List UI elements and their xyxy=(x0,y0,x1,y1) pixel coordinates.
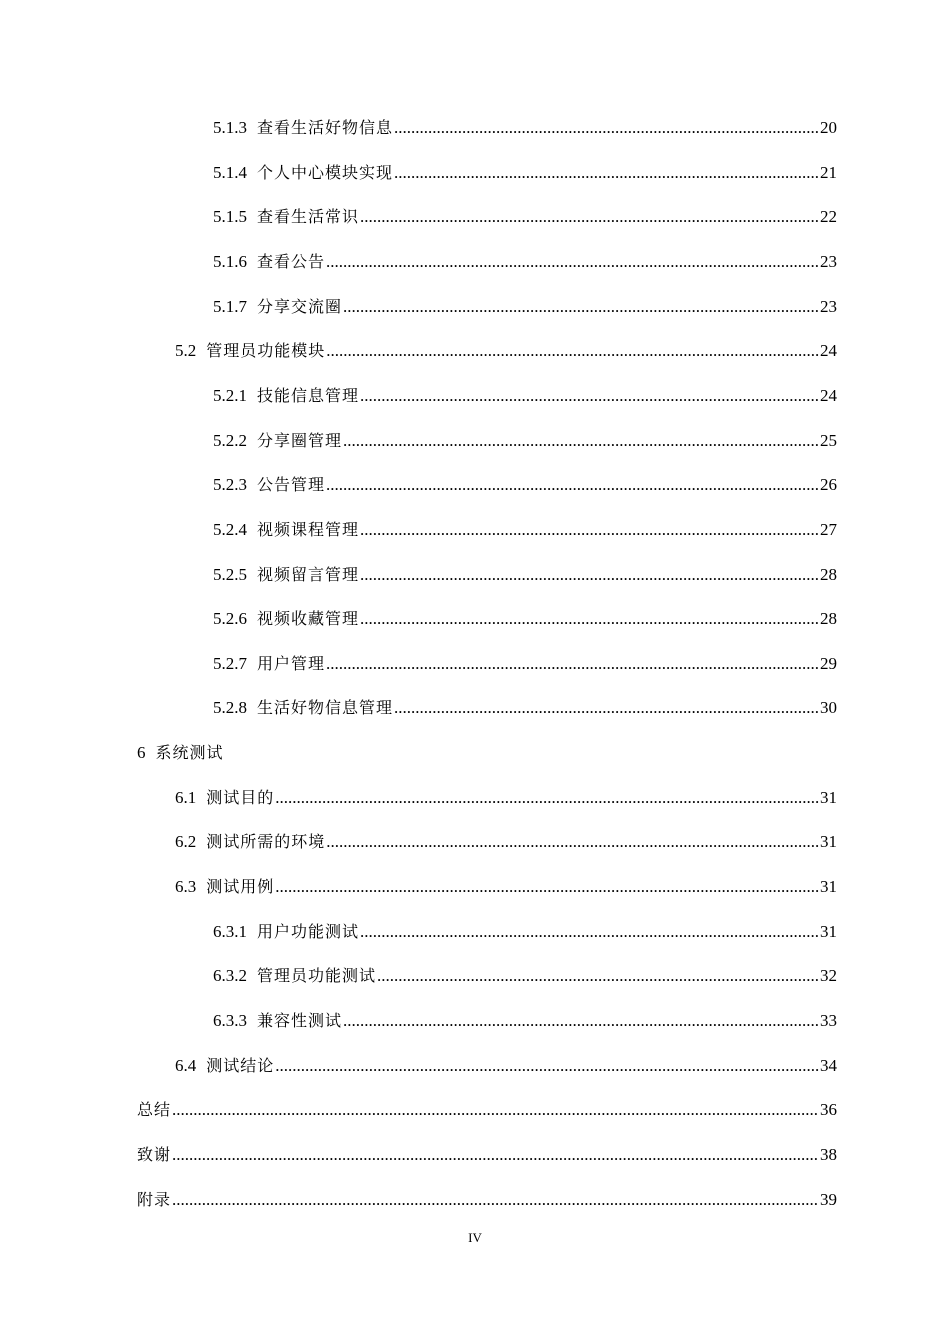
toc-entry[interactable] xyxy=(213,1009,837,1033)
toc-dot-leader xyxy=(172,1098,819,1122)
toc-dot-leader xyxy=(360,920,819,944)
toc-entry-title: 技能信息管理 xyxy=(257,386,360,405)
toc-entry[interactable] xyxy=(213,563,837,587)
toc-dot-leader xyxy=(275,875,819,899)
toc-dot-leader xyxy=(377,964,819,988)
toc-dot-leader xyxy=(394,696,819,720)
toc-entry-number: 6.4 xyxy=(175,1056,197,1075)
toc-dot-leader xyxy=(360,518,819,542)
toc-entry-title: 测试目的 xyxy=(206,788,275,807)
toc-entry[interactable] xyxy=(175,830,837,854)
toc-entry[interactable] xyxy=(137,1098,837,1122)
toc-dot-leader xyxy=(343,429,819,453)
toc-entry-page: 23 xyxy=(820,297,837,316)
toc-entry-page: 33 xyxy=(820,1011,837,1030)
toc-dot-leader xyxy=(326,473,819,497)
toc-entry-title: 查看生活好物信息 xyxy=(257,118,394,137)
toc-entry[interactable] xyxy=(213,295,837,319)
toc-entry[interactable] xyxy=(213,250,837,274)
toc-entry-number: 6.3.2 xyxy=(213,966,247,985)
toc-entry[interactable] xyxy=(213,920,837,944)
toc-entry-page: 24 xyxy=(820,341,837,360)
toc-entry[interactable] xyxy=(213,696,837,720)
toc-entry-title: 总结 xyxy=(137,1100,172,1119)
toc-entry[interactable] xyxy=(213,964,837,988)
toc-entry-title: 公告管理 xyxy=(257,475,326,494)
toc-dot-leader xyxy=(394,116,819,140)
toc-entry-title: 管理员功能模块 xyxy=(206,341,326,360)
toc-entry[interactable] xyxy=(213,205,837,229)
toc-entry-number: 6.3.1 xyxy=(213,922,247,941)
toc-entry-title: 个人中心模块实现 xyxy=(257,163,394,182)
toc-entry-number: 6.3.3 xyxy=(213,1011,247,1030)
toc-entry-title: 查看公告 xyxy=(257,252,326,271)
toc-entry[interactable] xyxy=(175,339,837,363)
toc-entry[interactable] xyxy=(213,384,837,408)
toc-dot-leader xyxy=(326,250,819,274)
toc-entry-page: 32 xyxy=(820,966,837,985)
toc-entry-number: 5.2.2 xyxy=(213,431,247,450)
toc-dot-leader xyxy=(326,652,819,676)
toc-entry-page: 26 xyxy=(820,475,837,494)
toc-entry-title: 生活好物信息管理 xyxy=(257,698,394,717)
toc-entry-page: 34 xyxy=(820,1056,837,1075)
toc-entry-title: 系统测试 xyxy=(155,743,224,762)
toc-entry-number: 5.2.3 xyxy=(213,475,247,494)
toc-entry-number: 6.1 xyxy=(175,788,197,807)
toc-entry-number: 6.2 xyxy=(175,832,197,851)
toc-entry-page: 31 xyxy=(820,788,837,807)
toc-entry[interactable] xyxy=(137,1143,837,1167)
toc-entry-page: 24 xyxy=(820,386,837,405)
toc-entry-number: 5.1.5 xyxy=(213,207,247,226)
toc-entry-number: 6 xyxy=(137,743,146,762)
toc-entry[interactable] xyxy=(175,1054,837,1078)
toc-entry-title: 测试用例 xyxy=(206,877,275,896)
toc-entry[interactable] xyxy=(137,1188,837,1212)
toc-entry-page: 30 xyxy=(820,698,837,717)
toc-entry-title: 视频留言管理 xyxy=(257,565,360,584)
toc-entry-title: 用户功能测试 xyxy=(257,922,360,941)
page-number-footer: IV xyxy=(468,1230,482,1245)
toc-entry-title: 视频收藏管理 xyxy=(257,609,360,628)
toc-entry-page: 20 xyxy=(820,118,837,137)
toc-dot-leader xyxy=(360,384,819,408)
toc-entry-title: 兼容性测试 xyxy=(257,1011,343,1030)
toc-entry-title: 管理员功能测试 xyxy=(257,966,377,985)
toc-entry-title: 致谢 xyxy=(137,1145,172,1164)
toc-entry-page: 31 xyxy=(820,877,837,896)
toc-dot-leader xyxy=(326,830,819,854)
toc-entry-page: 28 xyxy=(820,565,837,584)
toc-entry-page: 27 xyxy=(820,520,837,539)
toc-entry-title: 测试结论 xyxy=(206,1056,275,1075)
toc-entry-page: 36 xyxy=(820,1100,837,1119)
toc-entry-title: 分享交流圈 xyxy=(257,297,343,316)
toc-dot-leader xyxy=(360,607,819,631)
toc-entry[interactable] xyxy=(213,161,837,185)
toc-entry-number: 5.2.8 xyxy=(213,698,247,717)
toc-entry-number: 6.3 xyxy=(175,877,197,896)
toc-entry-page: 28 xyxy=(820,609,837,628)
toc-entry-number: 5.2 xyxy=(175,341,197,360)
toc-entry-number: 5.2.1 xyxy=(213,386,247,405)
toc-dot-leader xyxy=(343,295,819,319)
toc-dot-leader xyxy=(360,205,819,229)
toc-entry-number: 5.2.7 xyxy=(213,654,247,673)
toc-dot-leader xyxy=(394,161,819,185)
toc-entry-title: 测试所需的环境 xyxy=(206,832,326,851)
toc-entry-number: 5.2.5 xyxy=(213,565,247,584)
toc-entry[interactable] xyxy=(213,518,837,542)
toc-entry-page: 25 xyxy=(820,431,837,450)
toc-dot-leader xyxy=(172,1143,819,1167)
toc-entry-title: 视频课程管理 xyxy=(257,520,360,539)
toc-entry[interactable] xyxy=(137,741,837,765)
toc-dot-leader xyxy=(343,1009,819,1033)
toc-entry-page: 29 xyxy=(820,654,837,673)
toc-entry-number: 5.1.3 xyxy=(213,118,247,137)
toc-entry[interactable] xyxy=(213,116,837,140)
toc-entry-number: 5.2.6 xyxy=(213,609,247,628)
toc-entry-title: 分享圈管理 xyxy=(257,431,343,450)
toc-entry-page: 31 xyxy=(820,832,837,851)
toc-entry[interactable] xyxy=(213,607,837,631)
toc-entry[interactable] xyxy=(213,473,837,497)
toc-dot-leader xyxy=(172,1188,819,1212)
toc-entry-number: 5.2.4 xyxy=(213,520,247,539)
toc-entry[interactable] xyxy=(213,652,837,676)
toc-entry-number: 5.1.4 xyxy=(213,163,247,182)
toc-dot-leader xyxy=(275,1054,819,1078)
toc-entry-title: 用户管理 xyxy=(257,654,326,673)
toc-entry-number: 5.1.7 xyxy=(213,297,247,316)
toc-entry-page: 38 xyxy=(820,1145,837,1164)
toc-entry-title: 查看生活常识 xyxy=(257,207,360,226)
toc-entry-page: 21 xyxy=(820,163,837,182)
toc-entry[interactable] xyxy=(213,429,837,453)
toc-entry-page: 31 xyxy=(820,922,837,941)
toc-dot-leader xyxy=(360,563,819,587)
toc-entry[interactable] xyxy=(175,875,837,899)
toc-entry-page: 23 xyxy=(820,252,837,271)
toc-dot-leader xyxy=(275,786,819,810)
toc-entry[interactable] xyxy=(175,786,837,810)
toc-entry-page: 39 xyxy=(820,1190,837,1209)
toc-entry-number: 5.1.6 xyxy=(213,252,247,271)
toc-entry-page: 22 xyxy=(820,207,837,226)
toc-entry-title: 附录 xyxy=(137,1190,172,1209)
toc-dot-leader xyxy=(326,339,819,363)
